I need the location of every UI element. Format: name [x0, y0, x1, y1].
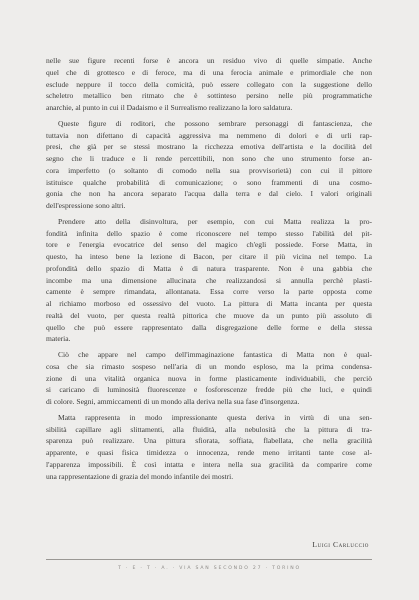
text-line: al richiamo morboso ed ossessivo del vuoto. La pittura di Matta incanta per questa	[46, 299, 372, 308]
footer-rule	[46, 559, 372, 560]
paragraph	[46, 55, 372, 114]
text-line: Ciò che appare nel campo dell'immaginazione fantastica di Matta non è qual-	[58, 350, 372, 359]
text-line: Matta rappresenta in modo impressionante questa deriva in virtù di una sen-	[58, 412, 372, 422]
text-line: scheletro metallico ben ritmato che è sottinteso persino nelle più programmatiche	[46, 91, 372, 101]
text-line: gonia che non ha ancora separato l'acqua dalla terra e dal cielo. I valori originali	[46, 189, 372, 199]
text-line: Queste figure di roditori, che possono sembrare personaggi di fantascienza, che	[58, 118, 372, 128]
author-signature: Luigi Carluccio	[312, 540, 369, 549]
text-line: realtà del vuoto, per questa realtà pittorica che muove da un punto più assoluto di	[46, 310, 372, 320]
text-line: cosa che sia rimasto sospeso nell'aria di un mondo esploso, ma la prima condensa-	[46, 361, 372, 371]
text-line: tuttavia non difettano di capacità aggressiva ma nemmeno di dolori e di urli rap-	[46, 130, 372, 140]
text-line: anarchie, al punto in cui il Dadaismo e il Surrealismo realizzano la loro saldatura.	[46, 103, 293, 112]
text-line: l'apparenza impossibili. È così intatta e intera nella sua gracilità da comparire come	[46, 459, 372, 469]
text-line: quel che di grottesco e di feroce, ma di una ferocia animale e primordiale che non	[46, 67, 372, 77]
text-line: sibilità capillare agli slittamenti, alla fluidità, alla nebulosità che la pittura di tra-	[46, 424, 372, 434]
paragraph	[46, 118, 372, 212]
text-line: incombe ma una dimensione allucinata che realizzandosi si annulla perchè plasti-	[46, 275, 372, 285]
paragraph	[46, 412, 372, 483]
text-line: quello che può essere rappresentato dalla disgregazione delle forme e della stessa	[46, 322, 372, 332]
text-line: esclude neppure il tocco della comicità, può essere collegato con la suggestione dello	[46, 79, 372, 89]
text-line: questo, ha inteso bene la lezione di Bacon, per citare il più vicina nel tempo. La	[46, 252, 372, 261]
text-line: sparenza può realizzare. Una pittura sfiorata, soffiata, flabellata, che nella gracilità	[46, 436, 372, 446]
text-line: dell'espressione sono altri.	[46, 201, 126, 210]
footer-publisher-line: T · E · T · A. · VIA SAN SECONDO 27 · TORINO	[118, 566, 301, 571]
text-line: segno che li traduce e li rende percettibili, non sono che uno strumento forse an-	[46, 154, 372, 163]
text-line: apparente, e quasi fisica timidezza o innocenza, rende meno irritanti tante cose al-	[46, 448, 372, 457]
text-line: tore e l'energia evocatrice del senso del magico ch'egli possiede. Forse Matta, in	[46, 240, 372, 250]
text-line: profondità dello spazio di Matta è di natura trasparente. Non è una gabbia che	[46, 263, 372, 273]
text-line: fondità infinita dello spazio è come riconoscere nel tempo stesso l'abilità del pit-	[46, 228, 372, 238]
text-line: istituisce qualche probabilità di comunicazione; o sono frammenti di una cosmo-	[46, 177, 372, 187]
text-line: si caricano di luminosità fluorescenze e fosforescenze fredde più che luci, e quindi	[46, 385, 372, 395]
text-line: di colore. Segni, ammiccamenti di un mondo alla deriva nella sua fase d'insorgenza.	[46, 397, 300, 406]
text-line: camente è sempre rimandata, allontanata. Essa corre verso la parte opposta come	[46, 287, 372, 297]
text-line: nelle sue figure recenti forse è ancora un residuo vivo di quelle simpatie. Anche	[46, 56, 372, 65]
text-line: una rappresentazione di grazia del mondo infantile dei mostri.	[46, 471, 234, 481]
text-line: cora imperfetto (o soltanto di comodo nella sua provvisorietà) con cui il pittore	[46, 165, 372, 175]
text-line: materia.	[46, 334, 71, 344]
text-line: zione di una vitalità organica nuova in forme plasticamente individuabili, che perciò	[46, 373, 372, 383]
article-body	[46, 55, 372, 486]
text-line: presi, che già per se stessi mostrano la ricchezza emotiva dell'artista e la docilità del	[46, 142, 372, 152]
paragraph	[46, 216, 372, 345]
paragraph	[46, 349, 372, 408]
text-line: Prendere atto della disinvoltura, per esempio, con cui Matta realizza la pro-	[58, 216, 372, 226]
